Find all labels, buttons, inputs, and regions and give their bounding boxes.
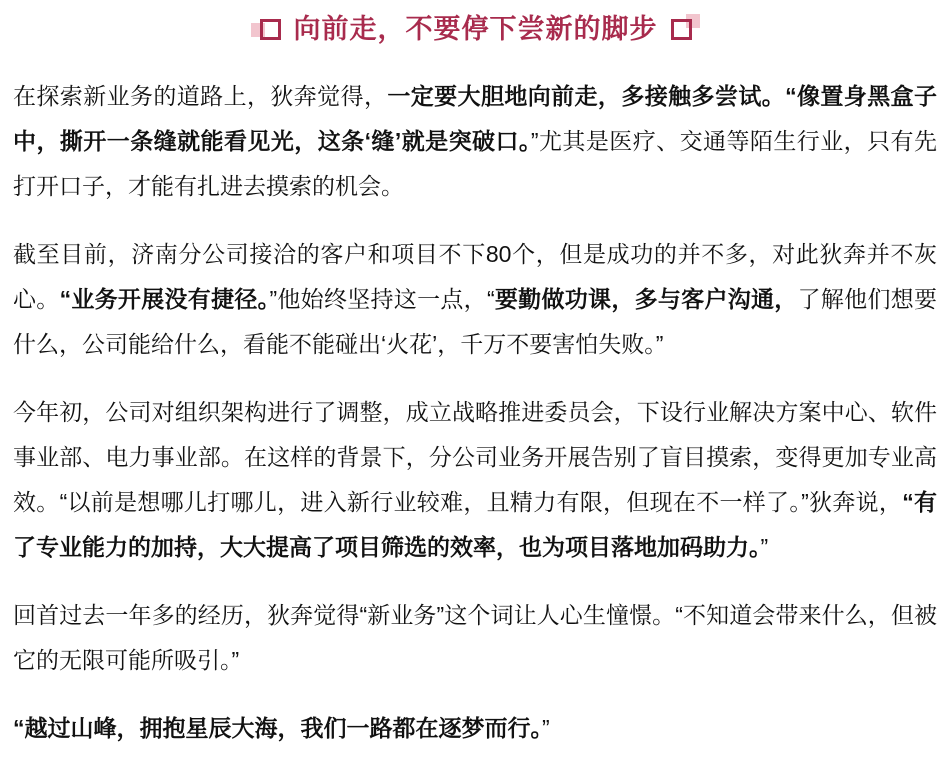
text-segment: 了解他们想要什么，公司能给什么，看能不能碰出‘火花’，千万不要害怕失败。”: [13, 286, 938, 357]
text-segment: “有了专业能力的加持，大大提高了项目筛选的效率，也为项目落地加码助力。: [13, 489, 938, 560]
outline-square-icon: [671, 19, 692, 40]
article-paragraph: [13, 74, 937, 209]
text-segment: “越过山峰，拥抱星辰大海，我们一路都在逐梦而行。: [13, 715, 542, 741]
title-decoration-right: [671, 19, 700, 40]
text-segment: ”尤其是医疗、交通等陌生行业，只有先打开口子，才能有扎进去摸索的机会。: [13, 128, 938, 199]
article-paragraph: [13, 232, 937, 367]
outline-square-icon: [260, 19, 281, 40]
text-segment: ”: [760, 534, 769, 560]
text-segment: “业务开展没有捷径。: [59, 286, 270, 312]
text-segment: 要勤做功课，多与客户沟通，: [494, 286, 798, 312]
title-decoration-left: [251, 19, 281, 40]
text-segment: ”他始终坚持这一点，“: [269, 286, 495, 312]
text-segment: 一定要大胆地向前走，多接触多尝试。“像置身黑盒子中，撕开一条缝就能看见光，这条‘缝’就是突破口。: [13, 83, 938, 154]
article-paragraph: [13, 706, 937, 751]
text-segment: 在探索新业务的道路上，狄奔觉得，: [13, 83, 388, 109]
text-segment: 截至目前，济南分公司接洽的客户和项目不下80个，但是成功的并不多，对此狄奔并不灰心。: [13, 241, 937, 312]
article-body: [13, 74, 937, 751]
text-segment: 今年初，公司对组织架构进行了调整，成立战略推进委员会，下设行业解决方案中心、软件事业部、电力事业部。在这样的背景下，分公司业务开展告别了盲目摸索，变得更加专业高效。“以前是想哪儿打哪儿，进入新行业较难，且精力有限，但现在不一样了。”狄奔说，: [13, 399, 937, 515]
article-paragraph: [13, 593, 937, 683]
text-segment: 回首过去一年多的经历，狄奔觉得“新业务”这个词让人心生憧憬。“不知道会带来什么，但被它的无限可能所吸引。”: [13, 602, 937, 673]
page-title: 向前走，不要停下尝新的脚步: [293, 14, 658, 44]
text-segment: ”: [542, 715, 550, 741]
page-title-row: [13, 12, 937, 46]
article-paragraph: [13, 390, 937, 570]
